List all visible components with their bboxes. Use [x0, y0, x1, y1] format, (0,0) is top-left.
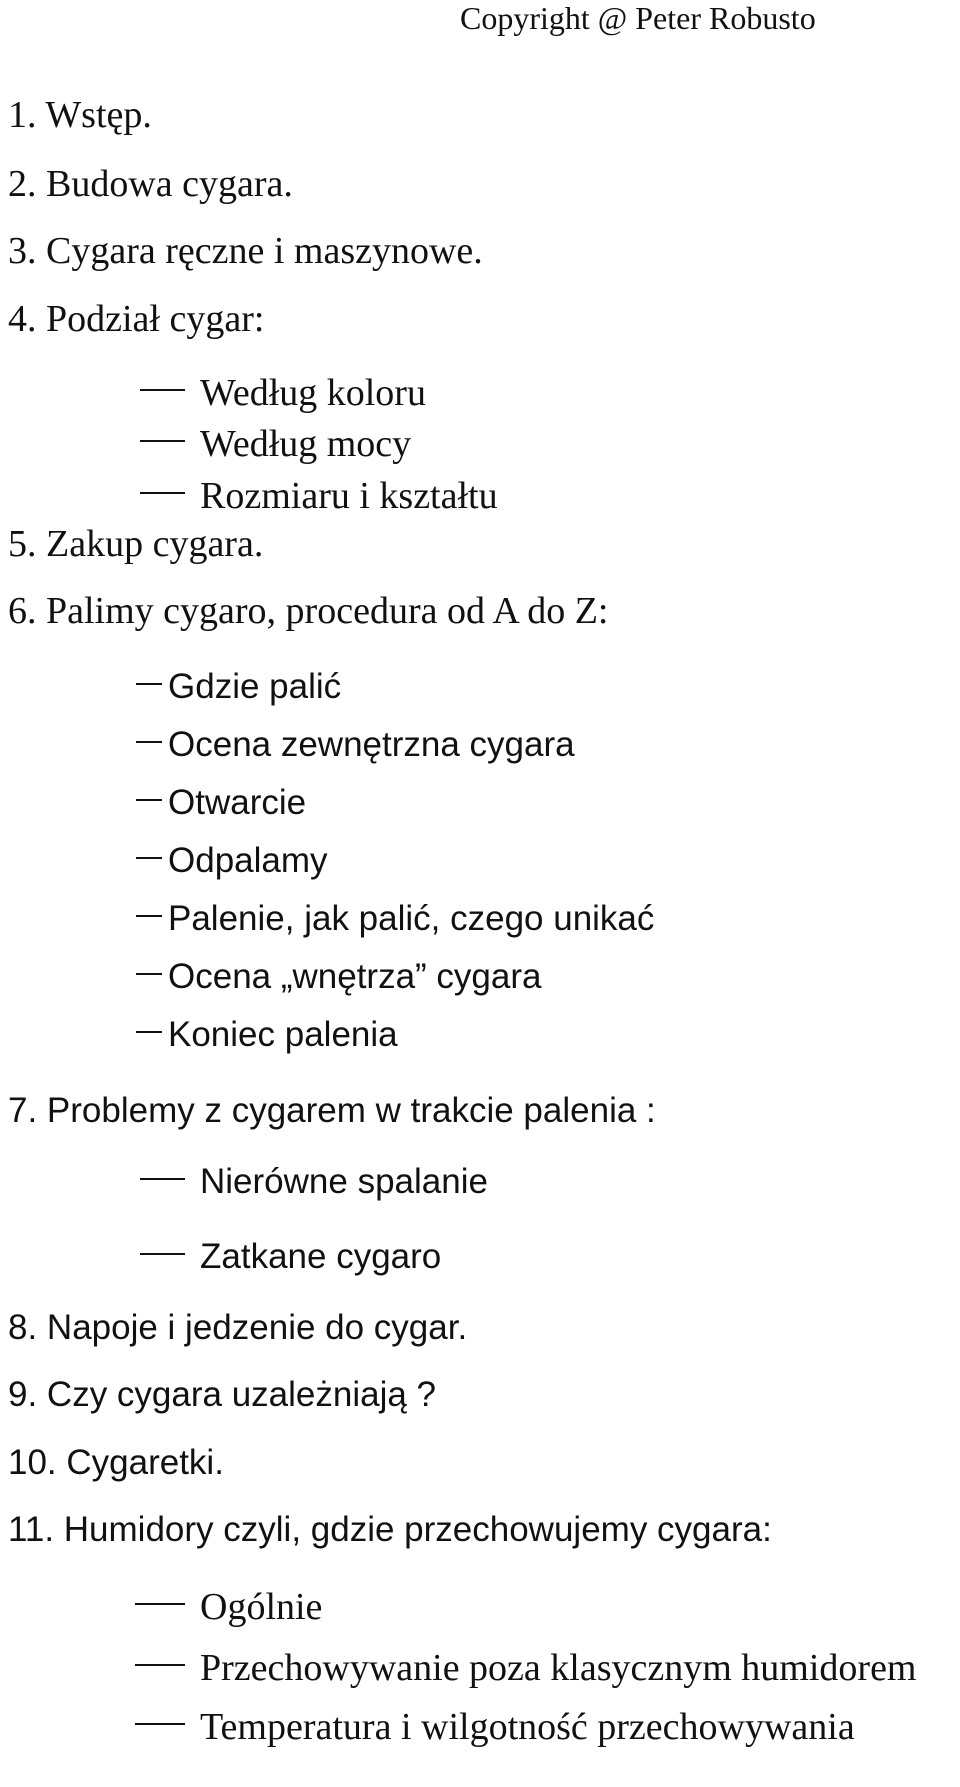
copyright-notice: Copyright @ Peter Robusto: [460, 0, 816, 36]
toc-section-2: 2. Budowa cygara.: [8, 163, 293, 205]
toc-subitem: Przechowywanie poza klasycznym humidorem: [200, 1647, 917, 1689]
dash-bullet-icon: [136, 973, 162, 975]
toc-subitem: Temperatura i wilgotność przechowywania: [200, 1706, 855, 1748]
toc-subitem: Koniec palenia: [168, 1015, 398, 1054]
dash-bullet-icon: [136, 799, 162, 801]
toc-subitem: Rozmiaru i kształtu: [200, 475, 498, 517]
toc-subitem: Zatkane cygaro: [200, 1237, 442, 1276]
dash-bullet-icon: [136, 741, 162, 743]
toc-subitem: Otwarcie: [168, 783, 307, 822]
toc-subitem: Ocena „wnętrza” cygara: [168, 957, 542, 996]
toc-section-5: 5. Zakup cygara.: [8, 523, 264, 565]
dash-bullet-icon: [135, 1723, 185, 1725]
dash-bullet-icon: [136, 915, 162, 917]
dash-bullet-icon: [140, 440, 185, 442]
dash-bullet-icon: [136, 1031, 162, 1033]
toc-subitem: Odpalamy: [168, 841, 328, 880]
dash-bullet-icon: [135, 1664, 185, 1666]
toc-subitem: Ogólnie: [200, 1586, 323, 1628]
toc-section-6: 6. Palimy cygaro, procedura od A do Z:: [8, 590, 609, 632]
dash-bullet-icon: [140, 492, 185, 494]
toc-subitem: Nierówne spalanie: [200, 1162, 488, 1201]
dash-bullet-icon: [135, 1603, 185, 1605]
toc-section-7: 7. Problemy z cygarem w trakcie palenia :: [8, 1091, 656, 1130]
dash-bullet-icon: [140, 389, 185, 391]
toc-subitem: Ocena zewnętrzna cygara: [168, 725, 575, 764]
dash-bullet-icon: [136, 857, 162, 859]
toc-section-9: 9. Czy cygara uzależniają ?: [8, 1375, 436, 1414]
toc-section-10: 10. Cygaretki.: [8, 1443, 224, 1482]
toc-subitem: Według mocy: [200, 423, 412, 465]
toc-subitem: Według koloru: [200, 372, 426, 414]
toc-section-3: 3. Cygara ręczne i maszynowe.: [8, 230, 483, 272]
toc-section-11: 11. Humidory czyli, gdzie przechowujemy cygara:: [8, 1510, 772, 1549]
toc-subitem: Palenie, jak palić, czego unikać: [168, 899, 655, 938]
dash-bullet-icon: [140, 1253, 185, 1255]
dash-bullet-icon: [136, 683, 162, 685]
dash-bullet-icon: [140, 1178, 185, 1180]
toc-section-1: 1. Wstęp.: [8, 94, 152, 136]
toc-subitem: Gdzie palić: [168, 667, 342, 706]
toc-section-4: 4. Podział cygar:: [8, 298, 265, 340]
toc-section-8: 8. Napoje i jedzenie do cygar.: [8, 1308, 468, 1347]
